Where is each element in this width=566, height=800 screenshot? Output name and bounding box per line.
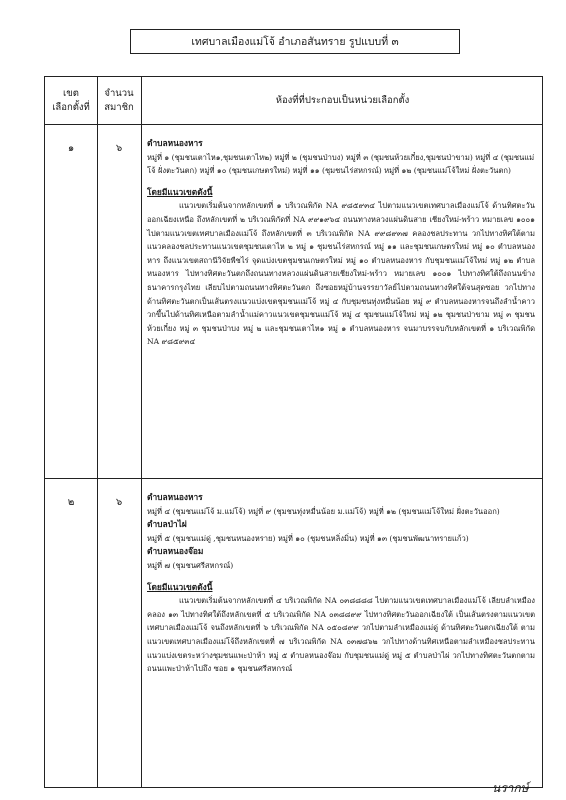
row1-boundary-title: โดยมีแนวเขตดังนี้ bbox=[147, 186, 213, 197]
header-zone bbox=[45, 77, 97, 124]
signature: นรากษ์ bbox=[492, 781, 529, 795]
row2-boundary-title: โดยมีแนวเขตดังนี้ bbox=[147, 581, 213, 592]
row2-zone: ๒ bbox=[67, 497, 75, 508]
header-divider bbox=[45, 124, 542, 125]
row2-subdistrict2-text: หมู่ที่ ๕ (ชุมชนแม่ดู่ ,ชุมชนหนองหราย) หมู่ที่ ๑๐ (ชุมชนหลิ่งมิ่น) หมู่ที่ ๑๓ (ชุมชนพัฒนาทรายแก้ว) bbox=[147, 533, 469, 543]
header-members bbox=[97, 77, 141, 124]
row2-boundary-text: แนวเขตเริ่มต้นจากหลักเขตที่ ๔ บริเวณพิกัด NA ๐๓๘๘๘๘ ไปตามแนวเขตเทศบาลเมืองแม่โจ้ เลียบลำเหมืองคลอง ๑๓ ไปทางทิศใต้ถึงหลักเขตที่ ๕ บริเวณพิกัด NA ๐๓๘๘๙๙ ไปทางทิศตะวันออกเฉียงใต้ เป็นเส้นตรงตามแนวเขตเทศบาลเมืองแม่โจ้ จนถึงหลักเขตที่ ๖ บริเวณพิกัด NA ๐๕๐๘๙๙ วกไปตามลำเหมืองแม่ดู่ ด้านทิศตะวันตกเฉียงใต้ ตามแนวเขตเทศบาลเมืองแม่โจ้ถึงหลักเขตที่ ๗ บริเวณพิกัด NA ๐๓๗๘๖๒ วกไปทางด้านทิศเหนือตามลำเหมืองชลประทานแนวแบ่งเขตระหว่างชุมชนแพะป่าห้า หมู่ ๕ ตำบลหนองจ๊อม กับชุมชนแม่ดู่ หมู่ ๕ ตำบลป่าไผ่ วกไปทางทิศตะวันตกตามถนนแพะป่าห้าไปถึง ซอย ๑ ชุมชนศรีสหกรณ์ bbox=[147, 596, 535, 674]
header-zone-line1: เขต bbox=[63, 87, 79, 99]
row2-subdistrict3-text: หมู่ที่ ๗ (ชุมชนศรีสหกรณ์) bbox=[147, 560, 234, 570]
page-title-box bbox=[130, 29, 460, 54]
row1-subdistrict-title: ตำบลหนองหาร bbox=[147, 138, 203, 148]
row1-zone: ๑ bbox=[67, 143, 75, 154]
page-title: เทศบาลเมืองแม่โจ้ อำเภอสันทราย รูปแบบที่ ๓ bbox=[191, 36, 399, 48]
col-divider-1 bbox=[97, 77, 98, 787]
row2-subdistrict2-title: ตำบลป่าไผ่ bbox=[147, 519, 187, 530]
row2-subdistrict1-text: หมู่ที่ ๔ (ชุมชนแม่โจ้ ม.แม่โจ้) หมู่ที่ ๙ (ชุมชนทุ่งหมื่นน้อย ม.แม่โจ้) หมู่ที่ ๑๒ (ชุมชนแม่โจ้ใหม่ ฝั่งตะวันออก) bbox=[147, 506, 500, 516]
row2-subdistrict1-title: ตำบลหนองหาร bbox=[147, 492, 203, 502]
header-members-line1: จำนวน bbox=[104, 87, 134, 99]
row2-description bbox=[147, 491, 535, 676]
row1-subdistrict-text: หมู่ที่ ๑ (ชุมชนเตาไห๑,ชุมชนเตาไห๒) หมู่ที่ ๒ (ชุมชนป่าบง) หมู่ที่ ๓ (ชุมชนห้วยเกี๋ยง,ชุมชนป่าขาม) หมู่ที่ ๔ (ชุมชนแม่โจ้ ฝั่งตะวันตก) หมู่ที่ ๑๐ (ชุมชนเกษตรใหม่) หมู่ที่ ๑๑ (ชุมชนไร่สหกรณ์) หมู่ที่ ๑๒ (ชุมชนแม่โจ้ใหม่ ฝั่งตะวันตก) bbox=[147, 152, 535, 176]
row1-boundary-text: แนวเขตเริ่มต้นจากหลักเขตที่ ๑ บริเวณพิกัด NA ๙๘๕๙๓๔ ไปตามแนวเขตเทศบาลเมืองแม่โจ้ ด้านทิศตะวันออกเฉียงเหนือ ถึงหลักเขตที่ ๒ บริเวณพิกัดที่ NA ๙๙๑๙๖๔ ถนนทางหลวงแผ่นดินสาย เชียงใหม่-พร้าว หมายเลข ๑๐๐๑ ไปตามแนวเขตเทศบาลเมืองแม่โจ้ ถึงหลักเขตที่ ๓ บริเวณพิกัด NA ๙๙๘๙๓๗ คลองชลประทาน วกไปทางทิศใต้ตามแนวคลองชลประทานแนวเขตชุมชนเตาไห ๒ หมู่ ๑ ชุมชนไร่สหกรณ์ หมู่ ๑๑ และชุมชนเกษตรใหม่ หมู่ ๑๐ ตำบลหนองหาร ถึงแนวเขตสถานีวิจัยพืชไร่ จุดแบ่งเขตชุมชนเกษตรใหม่ หมู่ ๑๐ ตำบลหนองหาร กับชุมชนแม่โจ้ใหม่ หมู่ ๑๒ ตำบลหนองหาร ไปทางทิศตะวันตกถึงถนนทางหลวงแผ่นดินสายเชียงใหม่-พร้าว หมายเลข ๑๐๐๑ ไปทางทิศใต้ถึงถนนข้างธนาคารกรุงไทย เลียบไปตามถนนทางทิศตะวันตก ถึงซอยหมู่บ้านจรรยาวัลย์ไปตามถนนทางทิศใต้จนสุดซอย วกไปทางด้านทิศตะวันตกเป็นเส้นตรงแนวแบ่งเขตชุมชนแม่โจ้ หมู่ ๔ กับชุมชนทุ่งหมื่นน้อย หมู่ ๙ ตำบลหนองหารจนถึงลำน้ำคาว วกขึ้นไปด้านทิศเหนือตามลำน้ำแม่คาวแนวเขตชุมชนแม่โจ้ หมู่ ๔ ชุมชนแม่โจ้ใหม่ หมู่ ๑๒ ชุมชนป่าขาม หมู่ ๓ ชุมชนห้วยเกี๋ยง หมู่ ๓ ชุมชนป่าบง หมู่ ๒ และชุมชนเตาไห๑ หมู่ ๑ ตำบลหนองหาร จนมาบรรจบกับหลักเขตที่ ๑ บริเวณพิกัด NA ๙๘๕๙๓๔ bbox=[147, 201, 535, 347]
header-zone-line2: เลือกตั้งที่ bbox=[52, 101, 90, 113]
header-members-line2: สมาชิก bbox=[104, 101, 134, 113]
header-area bbox=[141, 77, 544, 124]
row2-members: ๖ bbox=[115, 497, 123, 508]
col-divider-2 bbox=[141, 77, 142, 787]
districts-table bbox=[44, 76, 543, 788]
row1-members: ๖ bbox=[115, 143, 123, 154]
row-divider bbox=[45, 478, 542, 479]
row1-description bbox=[147, 137, 535, 349]
row2-subdistrict3-title: ตำบลหนองจ๊อม bbox=[147, 546, 204, 557]
header-area-label: ห้องที่ที่ประกอบเป็นหน่วยเลือกตั้ง bbox=[275, 94, 410, 106]
